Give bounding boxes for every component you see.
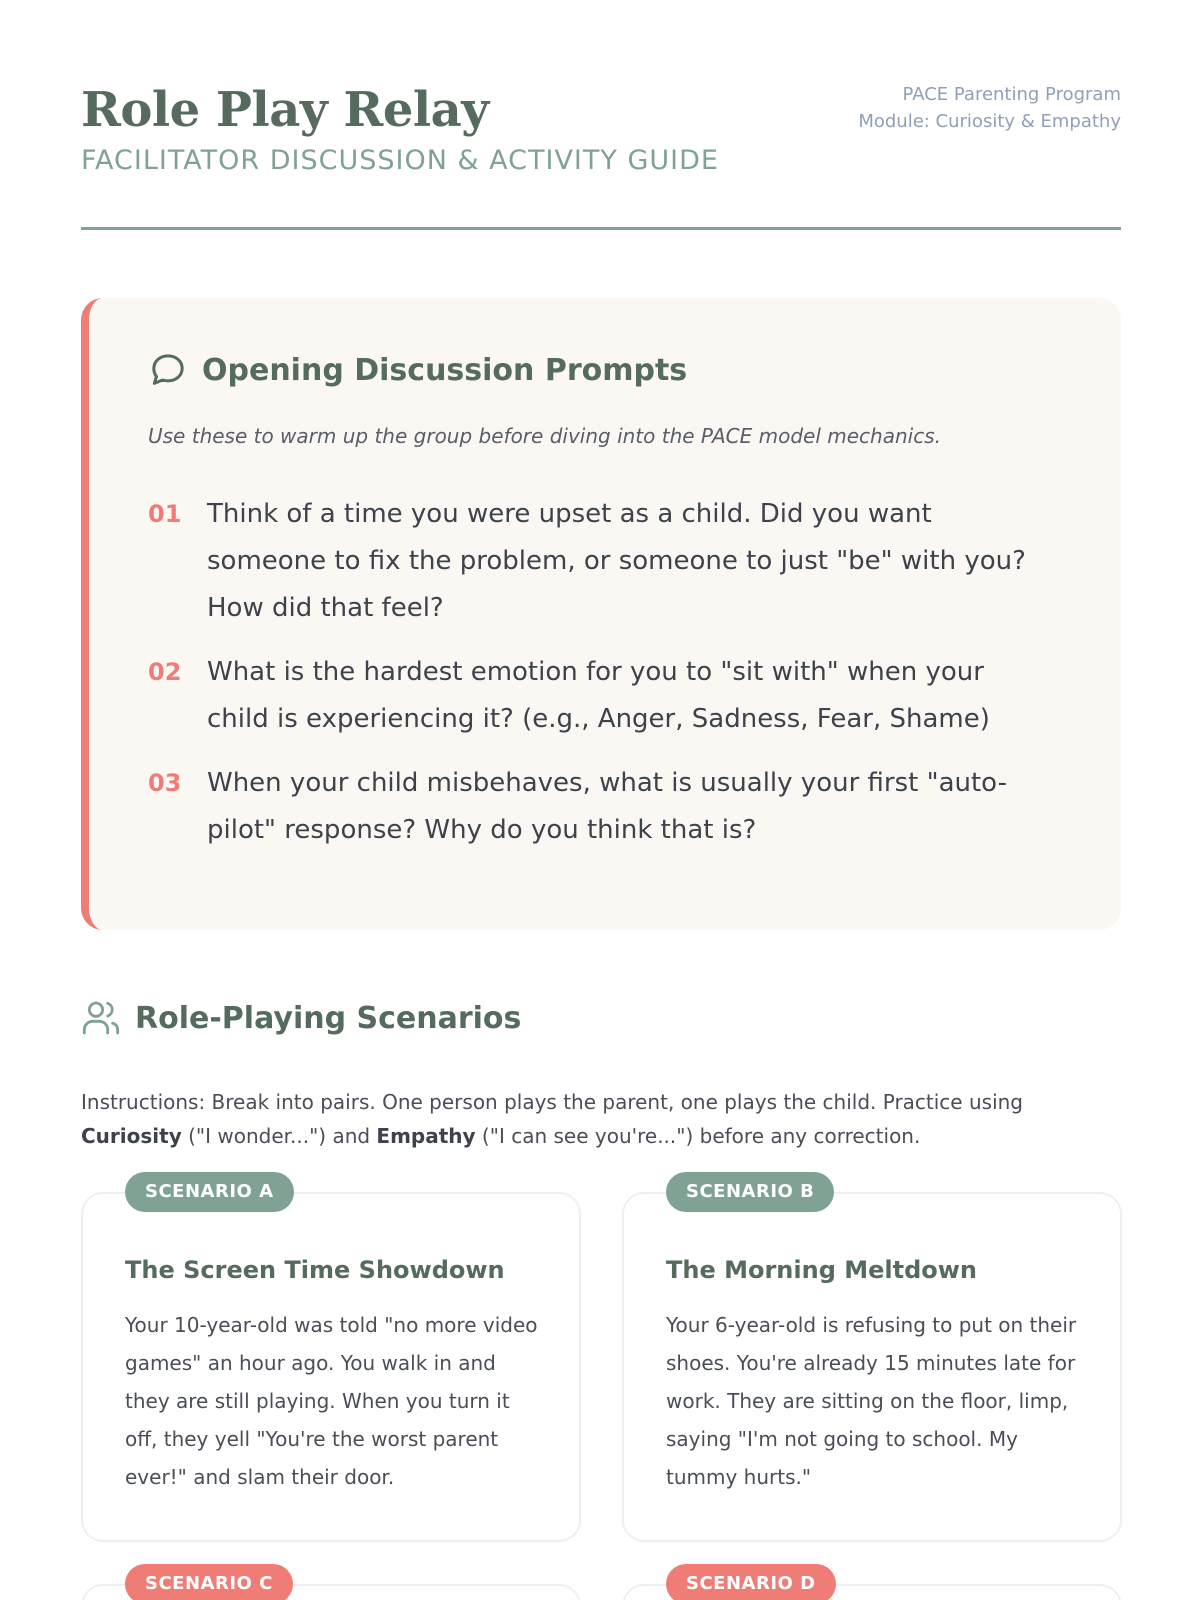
prompt-text: Think of a time you were upset as a child. Did you want someone to fix the problem, or someone to just "be" with you? How did that feel?	[207, 499, 1026, 623]
prompts-title: Opening Discussion Prompts	[202, 352, 688, 388]
scenario-text: Your 10-year-old was told "no more video games" an hour ago. You walk in and they are still playing. When you turn it off, they yell "You're the worst parent ever!" and slam their door.	[125, 1313, 538, 1489]
scenario-badge: SCENARIO B	[666, 1172, 834, 1212]
prompts-heading	[148, 350, 687, 390]
scenario-card-d	[622, 1573, 1122, 1600]
empathy-term: Empathy	[376, 1124, 476, 1148]
scenario-instructions	[81, 1085, 1121, 1153]
prompt-number: 03	[148, 769, 182, 797]
scenario-card-b	[622, 1181, 1122, 1542]
prompt-text: What is the hardest emotion for you to "sit with" when your child is experiencing it? (e.g., Anger, Sadness, Fear, Shame)	[207, 657, 990, 734]
prompt-number: 02	[148, 658, 182, 686]
prompt-text: When your child misbehaves, what is usually your first "auto-pilot" response? Why do you think that is?	[207, 768, 1007, 845]
page-header	[81, 80, 1121, 178]
scenario-badge: SCENARIO D	[666, 1564, 836, 1600]
module-name: Module: Curiosity & Empathy	[858, 111, 1121, 132]
users-icon	[81, 998, 121, 1038]
program-name: PACE Parenting Program	[902, 84, 1121, 105]
speech-bubble-icon	[148, 350, 188, 390]
prompt-number: 01	[148, 500, 182, 528]
prompt-item	[148, 767, 1048, 854]
curiosity-term: Curiosity	[81, 1124, 182, 1148]
scenario-card-c	[81, 1573, 581, 1600]
scenario-badge: SCENARIO A	[125, 1172, 294, 1212]
curiosity-hint: ("I wonder...") and	[181, 1124, 377, 1148]
scenario-title: The Screen Time Showdown	[125, 1256, 505, 1284]
program-meta	[858, 81, 1121, 135]
page-title: Role Play Relay	[81, 82, 489, 138]
prompts-intro: Use these to warm up the group before diving into the PACE model mechanics.	[148, 424, 941, 448]
scenario-card-a	[81, 1181, 581, 1542]
scenarios-title: Role-Playing Scenarios	[135, 1000, 522, 1036]
discussion-prompts-card	[81, 298, 1121, 930]
page-subtitle: FACILITATOR DISCUSSION & ACTIVITY GUIDE	[81, 145, 719, 176]
scenario-badge: SCENARIO C	[125, 1564, 293, 1600]
scenario-text: Your 6-year-old is refusing to put on their shoes. You're already 15 minutes late for work. They are sitting on the floor, limp, saying "I'm not going to school. My tummy hurts."	[666, 1313, 1077, 1489]
instructions-text: Instructions: Break into pairs. One person plays the parent, one plays the child. Practice using	[81, 1090, 1023, 1114]
prompt-item	[148, 656, 1048, 743]
empathy-hint: ("I can see you're...") before any correction.	[475, 1124, 921, 1148]
prompt-list	[148, 498, 1048, 878]
scenario-title: The Morning Meltdown	[666, 1256, 978, 1284]
header-divider	[81, 227, 1121, 230]
scenarios-heading	[81, 998, 521, 1038]
prompt-item	[148, 498, 1048, 632]
